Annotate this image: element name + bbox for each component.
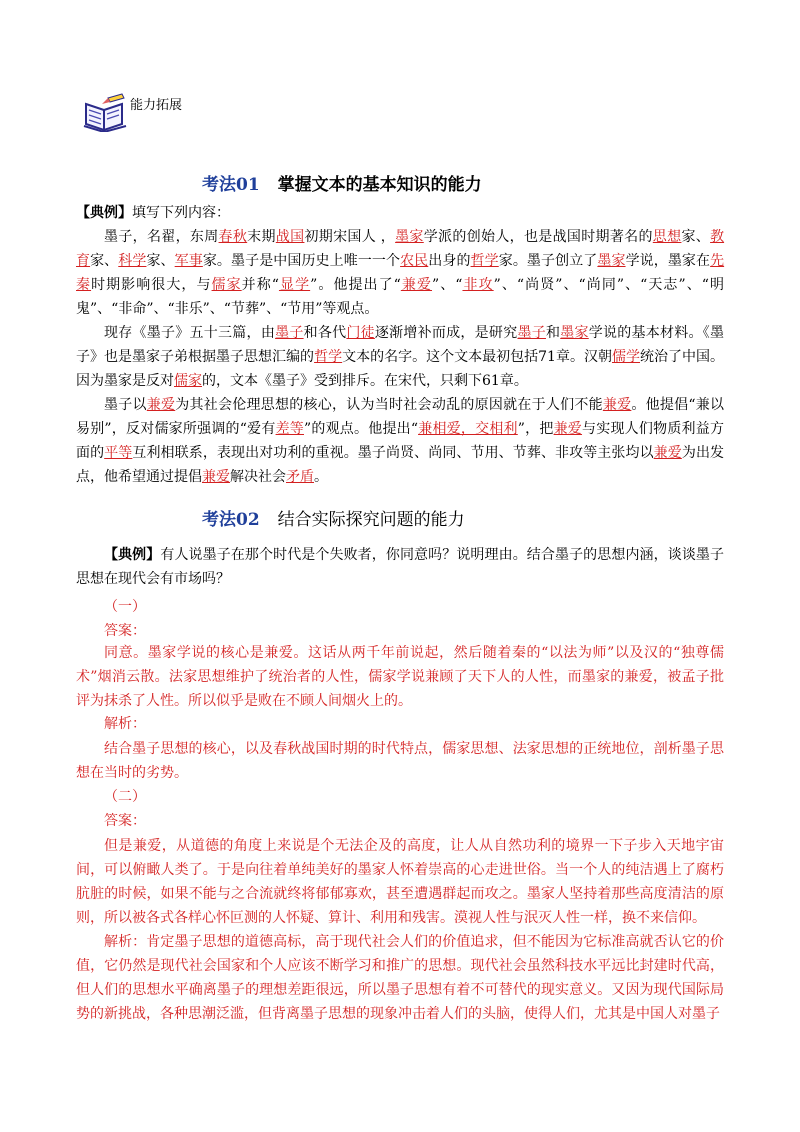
text-run: ”。他提出了“: [310, 277, 401, 293]
answer-keyword: 非攻: [462, 277, 494, 293]
answer-keyword: 科学: [118, 253, 147, 269]
answer-keyword: 哲学: [314, 349, 343, 365]
section2-heading: 结合实际探究问题的能力: [277, 510, 465, 530]
answer-keyword: 战国: [275, 229, 305, 245]
section1-paragraph-1: [76, 225, 724, 321]
answer-keyword: 门徒: [346, 325, 375, 341]
text-run: ”的观点。他提出“: [304, 421, 419, 437]
text-run: 墨子以: [104, 397, 147, 413]
section1-paragraph-3: [76, 393, 724, 489]
text-run: 为出发点，他希望通过提倡: [76, 445, 725, 485]
part2-analysis: [76, 930, 724, 1026]
text-run: 的，文本《墨子》受到排斥。在宋代，只剩下61章。: [202, 373, 528, 389]
answer-keyword: 墨子: [517, 325, 546, 341]
text-run: 逐渐增补而成，是研究: [374, 325, 518, 341]
text-run: ”，把: [517, 421, 554, 437]
answer-keyword: 矛盾: [286, 469, 314, 485]
section1-paragraph-2: [76, 321, 724, 393]
answer-keyword: 儒家: [211, 277, 242, 293]
answer-keyword: 兼爱: [602, 397, 632, 413]
answer-keyword: 教育: [76, 229, 725, 269]
text-run: 文本的名字。这个文本最初包括71章。汉朝: [342, 349, 612, 365]
answer-keyword: 平等: [104, 445, 133, 461]
part1-answer-label: 答案：: [104, 623, 146, 639]
text-run: 末期: [247, 229, 276, 245]
answer-keyword: 先秦: [76, 253, 725, 293]
answer-keyword: 差等: [275, 421, 304, 437]
section1-number: 考法01: [202, 175, 260, 195]
answer-keyword: 兼爱: [400, 277, 433, 293]
text-run: 家、: [681, 229, 711, 245]
text-run: 与实现人们物质利益方面的: [76, 421, 724, 461]
part2-answer: 但是兼爱，从道德的角度上来说是个无法企及的高度，让人从自然功利的境界一下子步入天地宇宙间，可以俯瞰人类了。于是向往着单纯美好的墨家人怀着崇高的心走进世俗。当一个人的纯洁遇上了腐朽肮脏的时候，如果不能与之合流就终将郁郁寡欢，甚至遭遇群起而攻之。墨家人坚持着那些高度清洁的原则，所以被各式各样心怀叵测的人怀疑、算计、利用和残害。漠视人性与泯灭人性一样，换不来信仰。: [76, 838, 724, 926]
text-run: ”、“尚贤”、“尚同”、“天志”、“明鬼”、“非命”、“非乐”、“节葬”、“节用”等观点。: [76, 277, 724, 317]
answer-keyword: 思想: [652, 229, 682, 245]
part1-answer: 同意。墨家学说的核心是兼爱。这话从两千年前说起，然后随着秦的“以法为师”以及汉的“独尊儒术”烟消云散。法家思想维护了统治者的人性，儒家学说兼顾了天下人的人性，而墨家的兼爱，被孟子批评为抹杀了人性。所以似乎是败在不顾人间烟火上的。: [76, 645, 724, 709]
example-text: 填写下列内容：: [132, 205, 230, 221]
text-run: 。: [314, 469, 328, 485]
answer-keyword: 军事: [174, 253, 203, 269]
text-run: 学说的基本材料。《墨子》也是墨家子弟根据墨子思想汇编的: [76, 325, 725, 365]
text-run: 。他提倡“兼以易别”，反对儒家所强调的“爱有: [76, 397, 725, 437]
text-run: 并称“: [241, 277, 279, 293]
answer-keyword: 兼爱: [653, 445, 682, 461]
text-run: 墨子，名翟，东周: [104, 229, 219, 245]
answer-keyword: 兼爱: [146, 397, 176, 413]
answer-keyword: 儒家: [174, 373, 202, 389]
section2-example: [76, 543, 724, 591]
text-run: 家。墨子创立了: [498, 253, 598, 269]
text-run: 家、: [146, 253, 175, 269]
answer-keyword: 兼爱: [553, 421, 583, 437]
example-tag: 【典例】: [76, 205, 132, 221]
part1-analysis-label: 解析：: [104, 716, 146, 732]
text-run: 和: [545, 325, 561, 341]
text-run: 家、: [90, 253, 119, 269]
open-book-icon: [82, 92, 128, 132]
text-run: ”、“: [432, 277, 463, 293]
example-tag: 【典例】: [104, 547, 161, 563]
section2-title: [202, 505, 465, 530]
answer-keyword: 显学: [278, 277, 311, 293]
text-run: 解决社会: [230, 469, 286, 485]
answer-keyword: 儒学: [611, 349, 640, 365]
answer-keyword: 哲学: [470, 253, 499, 269]
answer-keyword: 墨家: [395, 229, 424, 245]
answer-keyword: 墨家: [597, 253, 626, 269]
text-run: 学说，墨家在: [625, 253, 711, 269]
answer-keyword: 农民: [400, 253, 429, 269]
example-text: 有人说墨子在那个时代是个失败者，你同意吗？说明理由。结合墨子的思想内涵，谈谈墨子思想在现代会有市场吗？: [76, 547, 725, 587]
part2-answer-label: 答案：: [104, 813, 146, 829]
text-run: 为其社会伦理思想的核心，认为当时社会动乱的原因就在于人们不能: [175, 397, 603, 413]
part1-analysis: 结合墨子思想的核心，以及春秋战国时期的时代特点，儒家思想、法家思想的正统地位，剖析墨子思想在当时的劣势。: [76, 741, 724, 781]
part1-label: （一）: [104, 599, 146, 615]
text-run: 互利相联系，表现出对功利的重视。墨子尚贤、尚同、节用、节葬、非攻等主张均以: [132, 445, 654, 461]
text-run: 和各代: [303, 325, 347, 341]
section2-number: 考法02: [202, 510, 260, 530]
text-run: 统治了中国。因为墨家是反对: [76, 349, 725, 389]
text-run: 出身的: [428, 253, 471, 269]
part2-analysis-text: 肯定墨子思想的道德高标，高于现代社会人们的价值追求，但不能因为它标准高就否认它的价值，它仍然是现代社会国家和个人应该不断学习和推广的思想。现代社会虽然科技水平远比封建时代高，但人们的思想水平确离墨子的理想差距很远，所以墨子思想有着不可替代的现实意义。又因为现代国际局势的新挑战，各种思潮泛滥，但背离墨子思想的现象冲击着人们的头脑，使得人们，尤其是中国人对墨子: [76, 934, 724, 1022]
header-label: 能力拓展: [130, 98, 183, 113]
part2-analysis-label: 解析：: [104, 934, 147, 950]
answer-keyword: 兼爱: [202, 469, 230, 485]
section1-example: [76, 201, 724, 225]
text-run: 家。墨子是中国历史上唯一一个: [202, 253, 401, 269]
text-run: 现存《墨子》五十三篇，由: [104, 325, 276, 341]
part2-label: （二）: [104, 789, 146, 805]
answer-keyword: 墨子: [275, 325, 304, 341]
text-run: 学派的创始人，也是战国时期著名的: [423, 229, 653, 245]
text-run: 时期影响很大，与: [91, 277, 212, 293]
text-run: 初期宋国人 ，: [304, 229, 396, 245]
section1-title: [202, 170, 482, 195]
answer-keyword: 墨家: [560, 325, 589, 341]
section1-heading: 掌握文本的基本知识的能力: [277, 175, 482, 195]
answer-keyword: 春秋: [218, 229, 248, 245]
answer-keyword: 兼相爱，交相利: [418, 421, 518, 437]
